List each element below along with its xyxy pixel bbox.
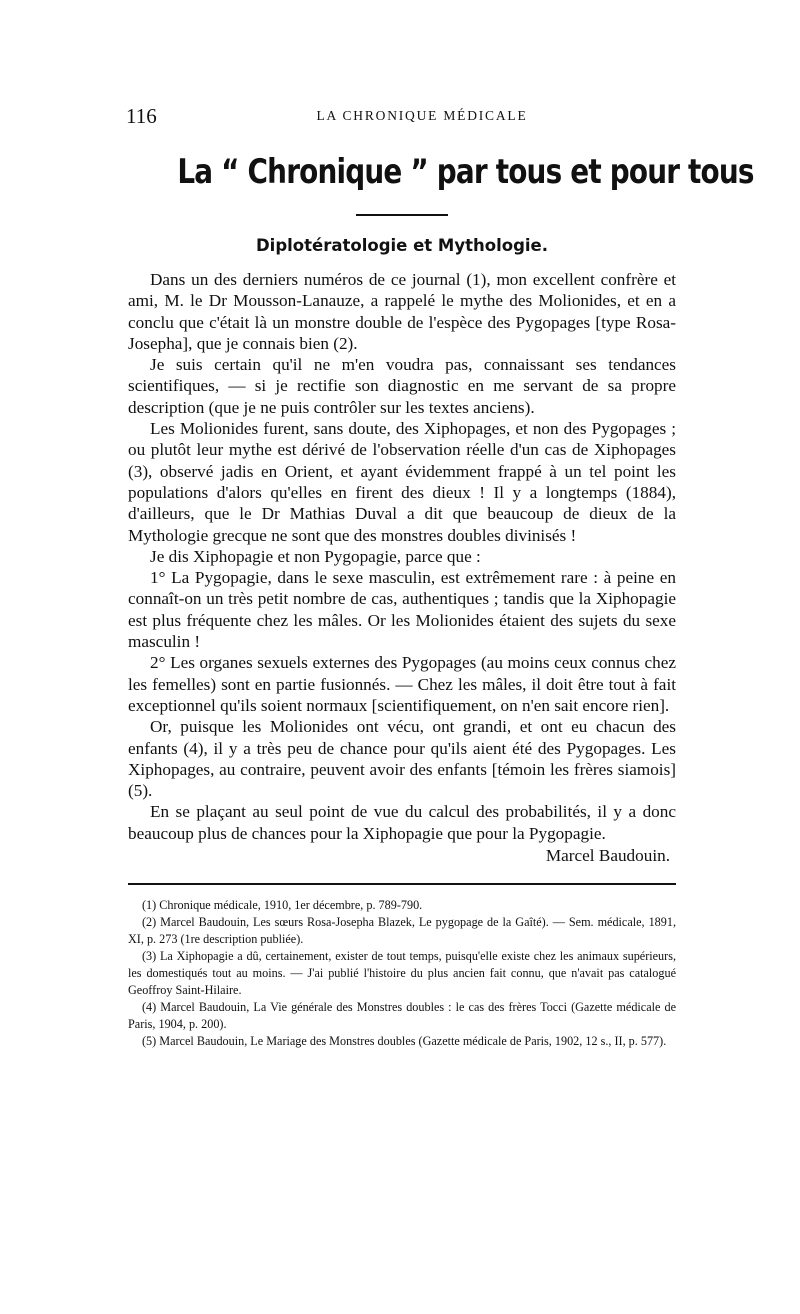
footnote: (4) Marcel Baudouin, La Vie générale des Monstres doubles : le cas des frères Tocci (Gazette médicale de Paris, 1904, p. 200). [128, 1000, 676, 1032]
page-title: La “ Chronique ” par tous et pour tous [177, 152, 754, 192]
footnote-rule [128, 883, 676, 885]
author-signature: Marcel Baudouin. [545, 846, 670, 866]
footnote: (3) La Xiphopagie a dû, certainement, exister de tout temps, puisqu'elle existe chez les animaux supérieurs, les domestiqués tout au moins. — J'ai publié l'histoire du plus ancien fait connu, que n'avait pas catalogué Geoffroy Saint-Hilaire. [128, 949, 676, 998]
paragraph: 2° Les organes sexuels externes des Pygopages (au moins ceux connus chez les femelles) sont en partie fusionnés. — Chez les mâles, il doit être tout à fait exceptionnel qu'ils soient normaux [scientifiquement, on n'en sait encore rien]. [128, 653, 676, 715]
journal-name: LA CHRONIQUE MÉDICALE [316, 108, 528, 123]
paragraph: Les Molionides furent, sans doute, des Xiphopages, et non des Pygopages ; ou plutôt leur mythe est dérivé de l'observation réelle d'un cas de Xiphopages (3), observé jadis en Orient, et ayant évidemment frappé à un tel point les populations d'alors qu'elles en firent des dieux ! Il y a longtemps (1884), d'ailleurs, que le Dr Mathias Duval a dit que beaucoup de dieux de la Mythologie grecque ne sont que des monstres doubles divinisés ! [128, 419, 676, 545]
paragraph: Je suis certain qu'il ne m'en voudra pas, connaissant ses tendances scientifiques, — si je rectifie son diagnostic en me servant de sa propre description (que je ne puis contrôler sur les textes anciens). [128, 355, 676, 417]
paragraph: Or, puisque les Molionides ont vécu, ont grandi, et ont eu chacun des enfants (4), il y a très peu de chance pour qu'ils aient été des Pygopages. Les Xiphopages, au contraire, peuvent avoir des enfants [témoin les frères siamois] (5). [128, 717, 676, 801]
running-header [128, 100, 676, 126]
footnotes [128, 897, 676, 1050]
paragraph: Dans un des derniers numéros de ce journal (1), mon excellent confrère et ami, M. le Dr Mousson-Lanauze, a rappelé le mythe des Molionides, et en a conclu que c'était là un monstre double de l'espèce des Pygopages [type Rosa-Josepha], que je connais bien (2). [128, 270, 676, 353]
title-rule [356, 214, 448, 216]
paragraph: En se plaçant au seul point de vue du calcul des probabilités, il y a donc beaucoup plus de chances pour la Xiphopagie que pour la Pygopagie. [128, 802, 676, 843]
footnote: (5) Marcel Baudouin, Le Mariage des Monstres doubles (Gazette médicale de Paris, 1902, 12 s., II, p. 577). [142, 1034, 667, 1049]
paragraph: 1° La Pygopagie, dans le sexe masculin, est extrêmement rare : à peine en connaît-on un très petit nombre de cas, authentiques ; tandis que la Xiphopagie est plus fréquente chez les mâles. Or les Molionides étaient des sujets du sexe masculin ! [128, 568, 676, 652]
section-heading: Diplotératologie et Mythologie. [255, 236, 548, 255]
paragraph: Je dis Xiphopagie et non Pygopagie, parce que : [150, 546, 481, 566]
page-number: 116 [126, 104, 157, 128]
book-page [126, 100, 754, 1050]
footnote: (2) Marcel Baudouin, Les sœurs Rosa-Josepha Blazek, Le pygopage de la Gaîté). — Sem. médicale, 1891, XI, p. 273 (1re description publiée). [128, 915, 676, 947]
footnote: (1) Chronique médicale, 1910, 1er décembre, p. 789-790. [142, 898, 423, 913]
article-body [128, 269, 676, 844]
